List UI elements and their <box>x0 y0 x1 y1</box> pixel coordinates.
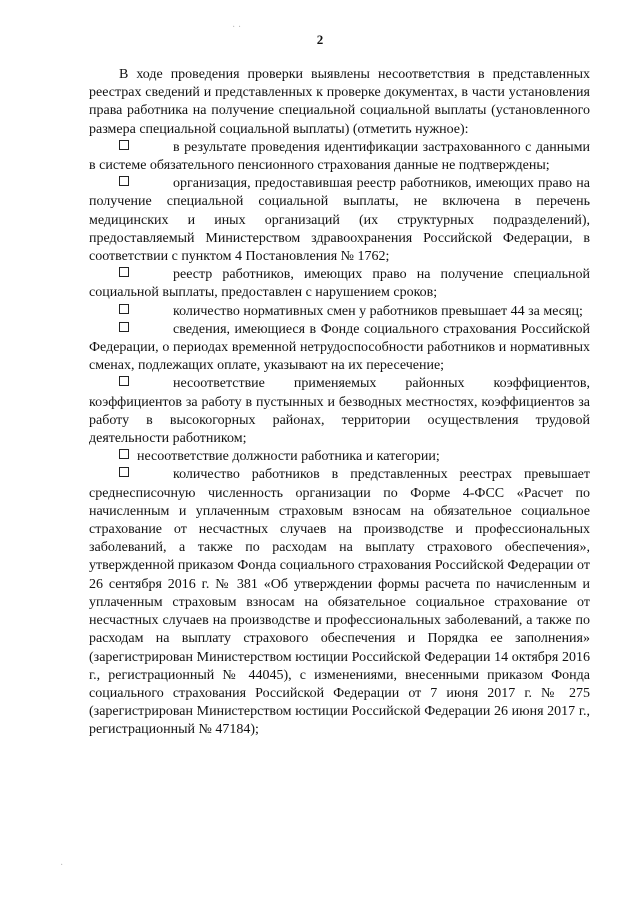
checklist-item <box>89 448 590 466</box>
checkbox[interactable] <box>119 376 129 386</box>
item-text: реестр работников, имеющих право на получение специальной социальной выплаты, предоставлен с нарушением сроков; <box>89 267 590 301</box>
item-text: в результате проведения идентификации застрахованного с данными в системе обязательного пенсионного страхования данные не подтверждены; <box>89 139 590 174</box>
checklist-item <box>89 321 590 376</box>
checkbox[interactable] <box>119 140 129 150</box>
document-body <box>89 66 590 740</box>
item-text: количество нормативных смен у работников превышает 44 за месяц; <box>173 303 583 319</box>
checklist-item <box>89 139 590 175</box>
checklist-item <box>89 466 590 739</box>
checkbox[interactable] <box>119 449 129 459</box>
item-text: несоответствие применяемых районных коэффициентов, коэффициентов за работу в пустынных и безводных местностях, коэффициентов за работу в высокогорных районах, территории осуществления трудовой деятельности работником; <box>89 376 590 447</box>
checkbox[interactable] <box>119 322 129 332</box>
item-text: количество работников в представленных реестрах превышает среднесписочную численность организации по Форме 4-ФСС «Расчет по начисленным и уплаченным страховым взносам на обязательное социальное страхование от несчастных случаев на производстве и профессиональных заболеваний, а также по расходам на выплату страхового обеспечения», утвержденной приказом Фонда социального страхования Российской Федерации от 26 сентября 2016 г. № 381 «Об утверждении формы расчета по начисленным и уплаченным страховым взносам на обязательное социальное страхование от несчастных случаев на производстве и профессиональных заболеваний, а также по расходам на выплату страхового обеспечения и Порядка ее заполнения» (зарегистрирован Министерством юстиции Российской Федерации 14 октября 2016 г., регистрационный № 44045), с изменениями, внесенными приказом Фонда социального страхования Российской Федерации от 7 июня 2017 г. № 275 (зарегистрирован Министерством юстиции Российской Федерации 26 июня 2017 г., регистрационный № 47184); <box>89 467 590 738</box>
item-text: сведения, имеющиеся в Фонде социального страхования Российской Федерации, о периодах временной нетрудоспособности работников и нормативных сменах, подлежащих оплате, указывают на их пересечение; <box>89 321 590 374</box>
checkbox[interactable] <box>119 176 129 186</box>
checkbox[interactable] <box>119 267 129 277</box>
checklist-item <box>89 375 590 448</box>
checklist-item <box>89 303 590 321</box>
checkbox[interactable] <box>119 304 129 314</box>
page-number: 2 <box>316 32 324 47</box>
checklist-item <box>89 266 590 302</box>
item-text: организация, предоставившая реестр работников, имеющих право на получение специальной социальной выплаты, не включена в перечень медицинских и иных организаций (их структурных подразделений), предоставляемый Министерством здравоохранения Российской Федерации, в соответствии с пунктом 4 Постановления № 1762; <box>89 176 590 265</box>
scan-smudge: · <box>60 860 64 871</box>
intro-paragraph: В ходе проведения проверки выявлены несоответствия в представленных реестрах сведений и представленных к проверке документах, в части установления права работника на получение специальной социальной выплаты (установленного размера специальной социальной выплаты) (отметить нужное): <box>89 67 590 137</box>
checklist-item <box>89 175 590 266</box>
scan-smudge: · · <box>232 22 242 33</box>
checkbox[interactable] <box>119 467 129 477</box>
item-text: несоответствие должности работника и категории; <box>137 449 440 465</box>
